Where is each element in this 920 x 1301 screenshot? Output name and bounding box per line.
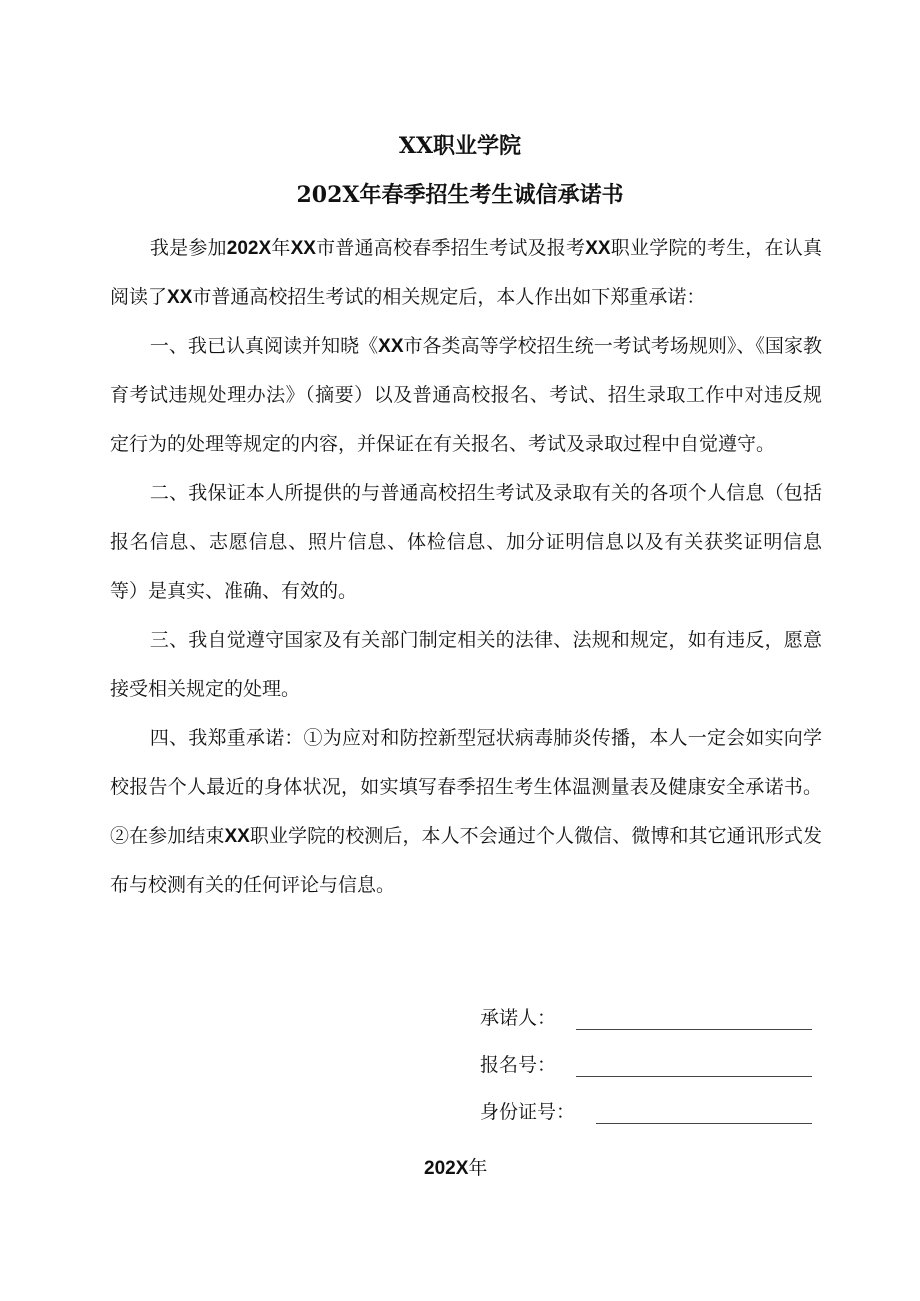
promiser-label: 承诺人： <box>480 1007 557 1029</box>
registration-number-row <box>480 1050 816 1080</box>
promiser-blank-line <box>576 1029 812 1030</box>
document-title: 202X年春季招生考生诚信承诺书 <box>296 182 624 208</box>
pledge-item-4: 四、我郑重承诺：①为应对和防控新型冠状病毒肺炎传播，本人一定会如实向学校报告个人最近的身体状况，如实填写春季招生考生体温测量表及健康安全承诺书。②在参加结束XX职业学院的校测后，本人不会通过个人微信、微博和其它通讯形式发布与校测有关的任何评论与信息。 <box>110 727 822 896</box>
promiser-signature-row <box>480 1003 816 1033</box>
date-year: 202X <box>424 1158 469 1179</box>
id-number-label: 身份证号： <box>480 1101 576 1123</box>
id-number-row <box>480 1097 816 1127</box>
date-line <box>424 1153 487 1180</box>
registration-number-blank-line <box>576 1076 812 1077</box>
pledge-item-3: 三、我自觉遵守国家及有关部门制定相关的法律、法规和规定，如有违反，愿意接受相关规定的处理。 <box>110 629 822 700</box>
registration-number-label: 报名号： <box>480 1054 557 1076</box>
date-unit: 年 <box>468 1157 488 1179</box>
intro-paragraph: 我是参加202X年XX市普通高校春季招生考试及报考XX职业学院的考生，在认真阅读了XX市普通高校招生考试的相关规定后，本人作出如下郑重承诺： <box>110 237 822 308</box>
pledge-item-1: 一、我已认真阅读并知晓《XX市各类高等学校招生统一考试考场规则》、《国家教育考试违规处理办法》（摘要）以及普通高校报名、考试、招生录取工作中对违反规定行为的处理等规定的内容，并保证在有关报名、考试及录取过程中自觉遵守。 <box>110 335 822 455</box>
school-title: XX职业学院 <box>398 133 522 159</box>
document-body <box>110 224 822 910</box>
id-number-blank-line <box>596 1123 812 1124</box>
pledge-item-2: 二、我保证本人所提供的与普通高校招生考试及录取有关的各项个人信息（包括报名信息、志愿信息、照片信息、体检信息、加分证明信息以及有关获奖证明信息等）是真实、准确、有效的。 <box>110 482 822 602</box>
